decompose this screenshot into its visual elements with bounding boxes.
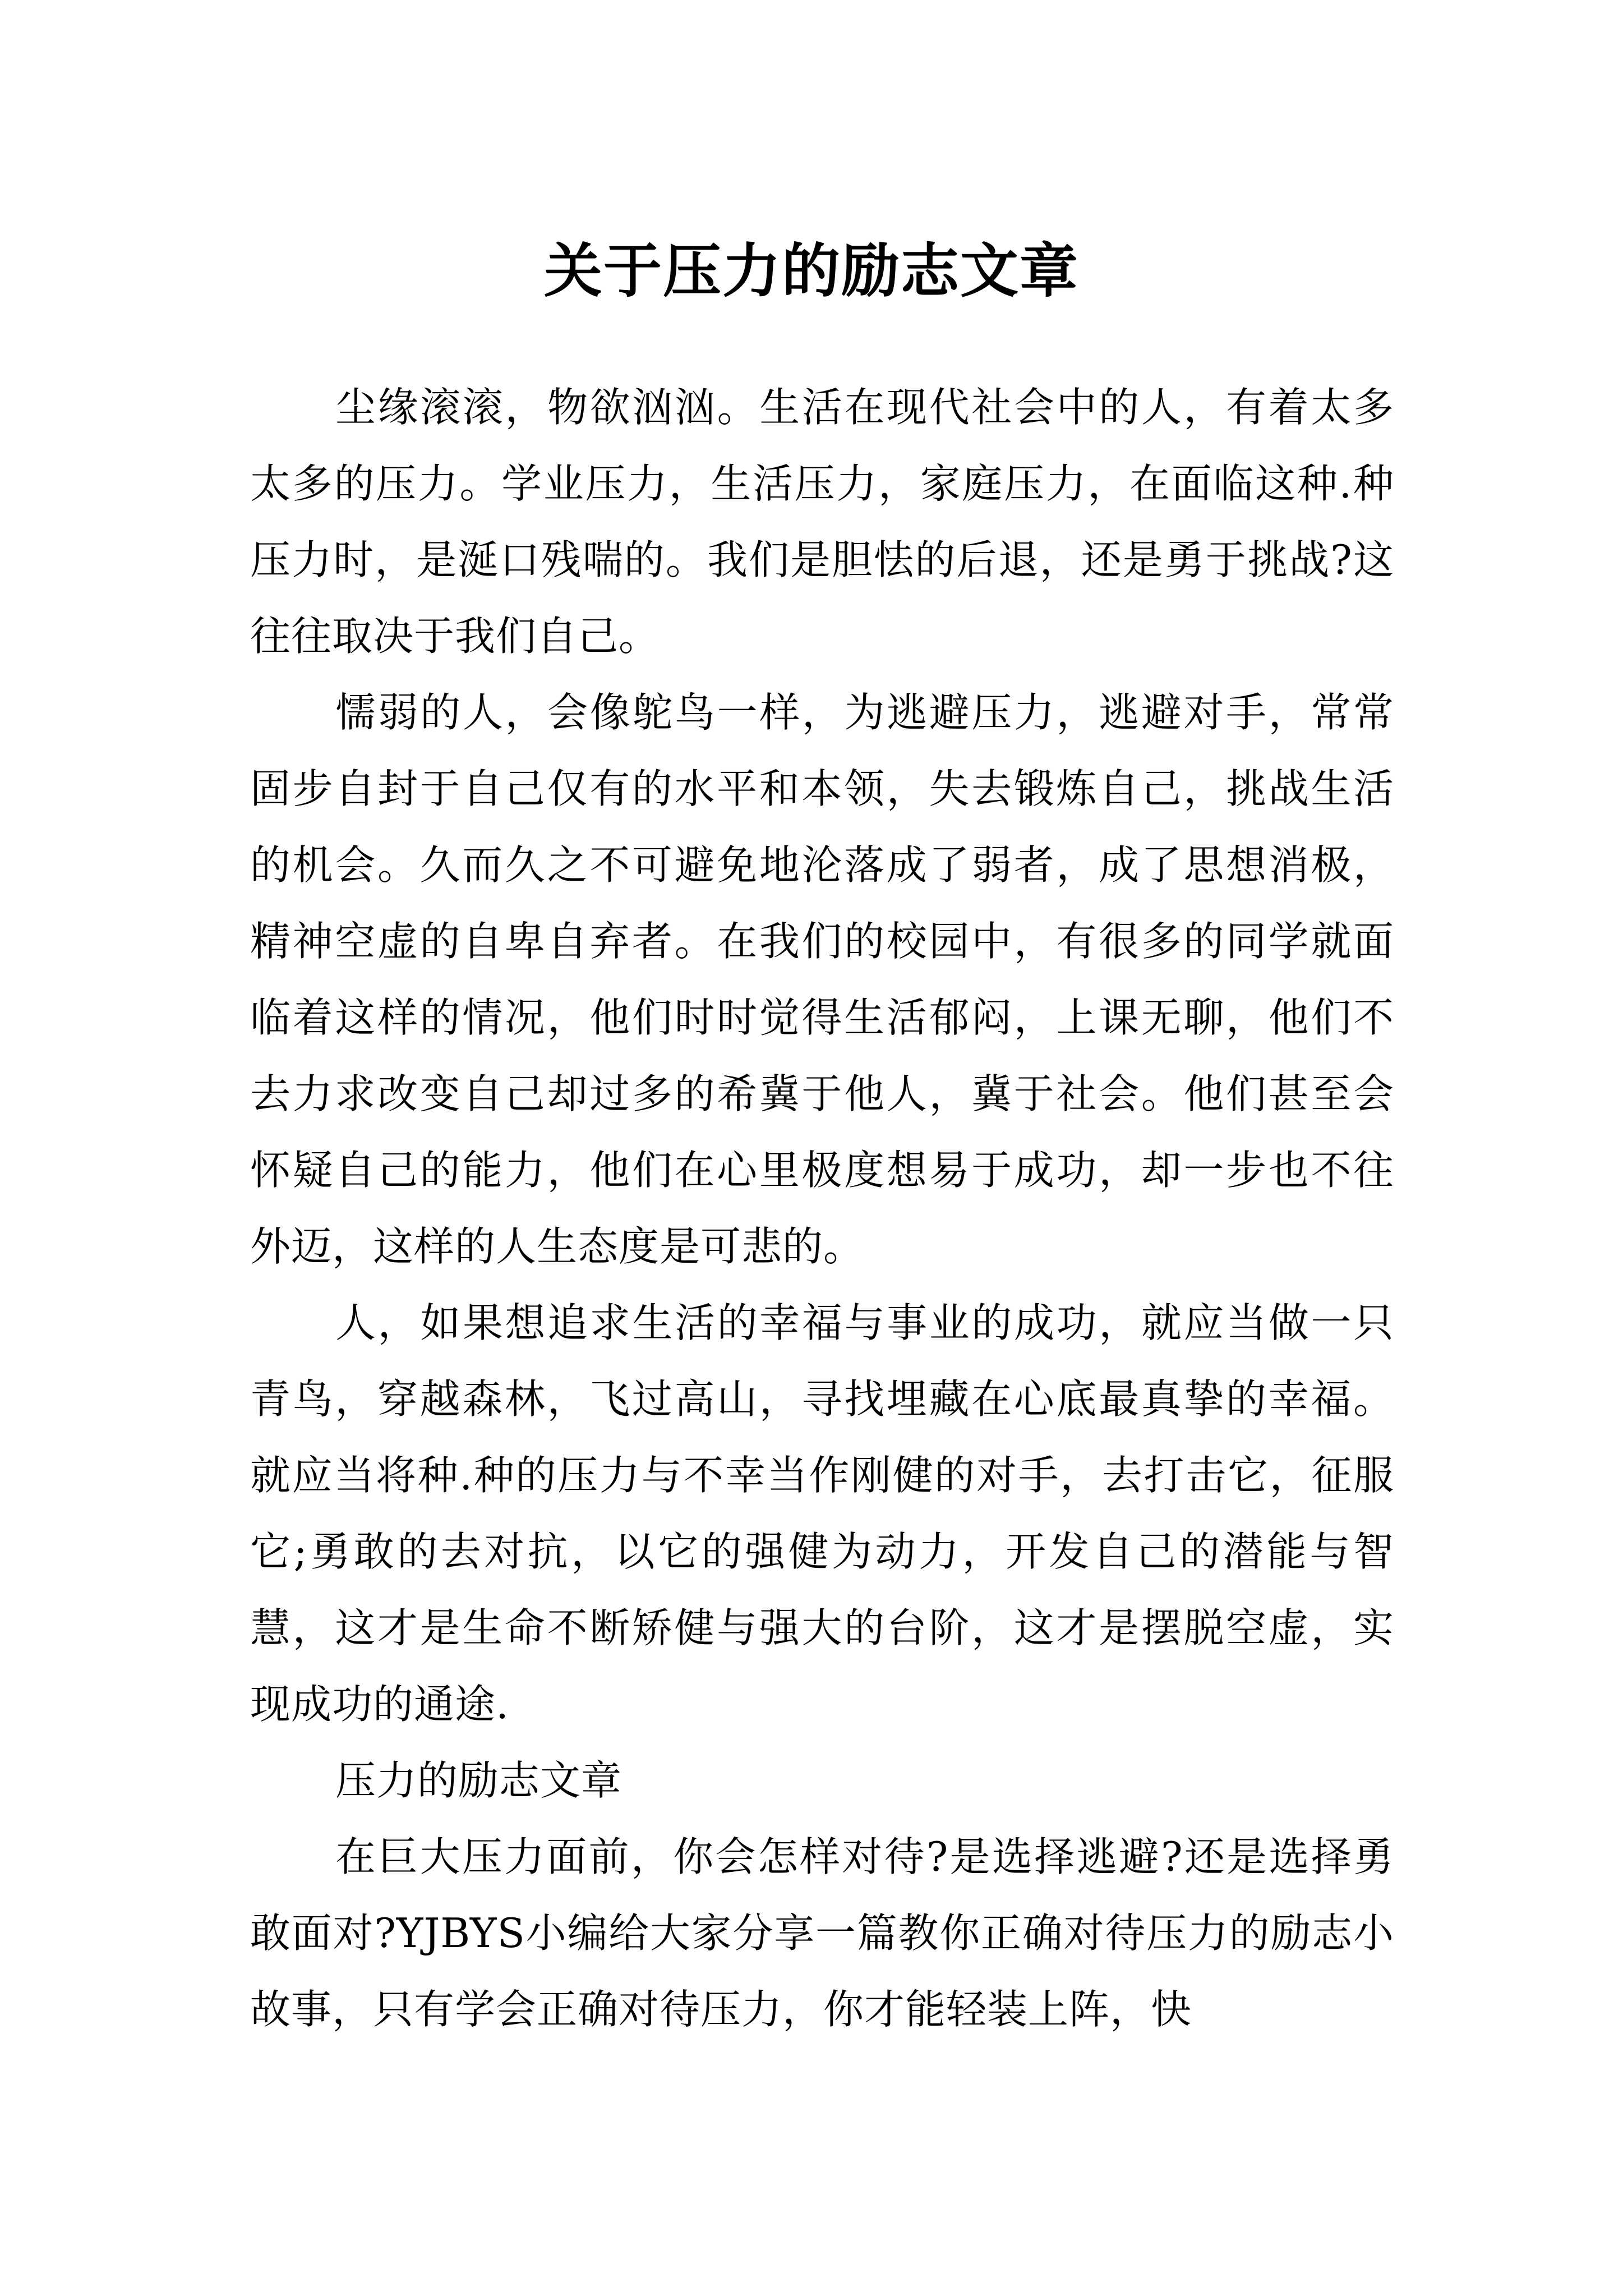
paragraph-3: 人，如果想追求生活的幸福与事业的成功，就应当做一只青鸟，穿越森林，飞过高山，寻找埋藏在心底最真挚的幸福。就应当将种.种的压力与不幸当作刚健的对手，去打击它，征服它;勇敢的去对抗，以它的强健为动力，开发自己的潜能与智慧，这才是生命不断矫健与强大的台阶，这才是摆脱空虚，实现成功的通途. [250,1299,1394,1728]
paragraph-4: 在巨大压力面前，你会怎样对待?是选择逃避?还是选择勇敢面对?YJBYS小编给大家分享一篇教你正确对待压力的励志小故事，只有学会正确对待压力，你才能轻装上阵，快 [250,1833,1394,2033]
document-title: 关于压力的励志文章 [543,236,1079,305]
section-heading: 压力的励志文章 [335,1757,623,1804]
paragraph-2: 懦弱的人，会像鸵鸟一样，为逃避压力，逃避对手，常常固步自封于自己仅有的水平和本领，失去锻炼自己，挑战生活的机会。久而久之不可避免地沦落成了弱者，成了思想消极，精神空虚的自卑自弃者。在我们的校园中，有很多的同学就面临着这样的情况，他们时时觉得生活郁闷，上课无聊，他们不去力求改变自己却过多的希冀于他人，冀于社会。他们甚至会怀疑自己的能力，他们在心里极度想易于成功，却一步也不往外迈，这样的人生态度是可悲的。 [250,689,1394,1270]
paragraph-1: 尘缘滚滚，物欲汹汹。生活在现代社会中的人，有着太多太多的压力。学业压力，生活压力，家庭压力，在面临这种.种压力时，是涎口残喘的。我们是胆怯的后退，还是勇于挑战?这往往取决于我们自己。 [250,384,1394,660]
document-body [250,369,1394,2047]
